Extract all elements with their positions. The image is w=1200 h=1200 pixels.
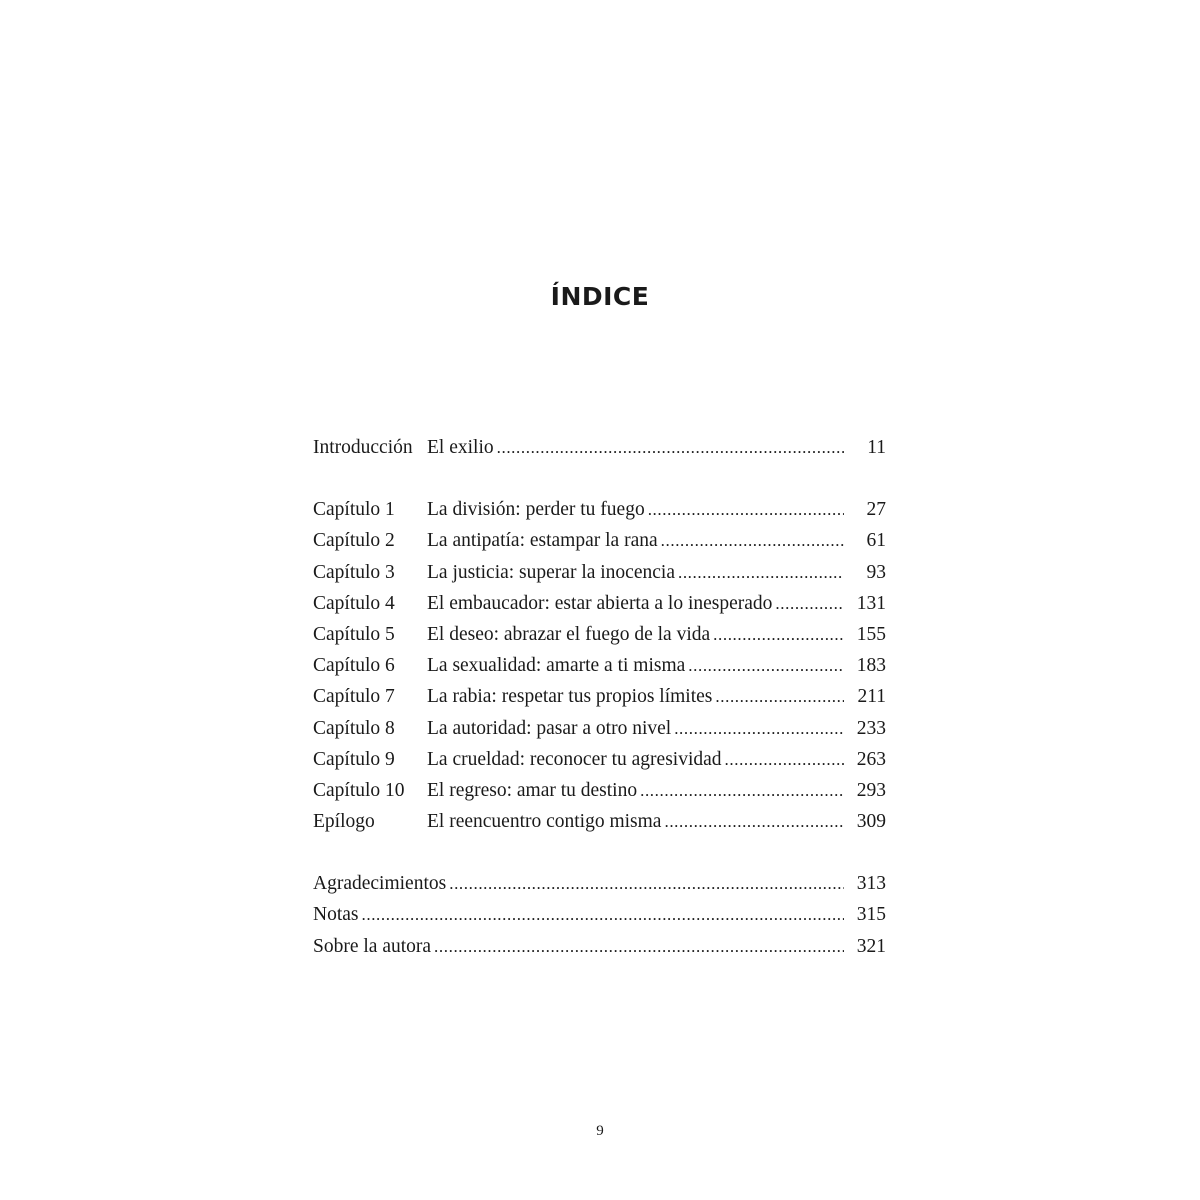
toc-entry-capitulo-1[interactable]: [313, 494, 886, 525]
toc-chapters-group: [313, 494, 886, 837]
toc-entry-label: Capítulo 3: [313, 561, 395, 583]
dot-leader: [678, 557, 844, 588]
toc-entry-page: 293: [856, 779, 886, 801]
toc-entry-label: Capítulo 5: [313, 623, 395, 645]
toc-entry-capitulo-2[interactable]: [313, 525, 886, 556]
toc-entry-page: 321: [856, 935, 886, 957]
dot-leader: [648, 494, 844, 525]
toc-entry-agradecimientos[interactable]: [313, 868, 886, 899]
toc-entry-capitulo-8[interactable]: [313, 713, 886, 744]
toc-entry-page: 155: [856, 623, 886, 645]
toc-entry-epilogo[interactable]: [313, 806, 886, 837]
dot-leader: [362, 899, 845, 930]
toc-entry-page: 313: [856, 873, 886, 895]
toc-entry-capitulo-7[interactable]: [313, 681, 886, 712]
dot-leader: [713, 619, 844, 650]
toc-entry-label: Capítulo 2: [313, 530, 395, 552]
toc-entry-page: 263: [856, 748, 886, 770]
toc-entry-page: 183: [856, 655, 886, 677]
toc-entry-capitulo-4[interactable]: [313, 588, 886, 619]
toc-entry-title: La crueldad: reconocer tu agresividad: [427, 748, 722, 770]
toc-back-matter-group: [313, 868, 886, 962]
dot-leader: [661, 525, 844, 556]
toc-entry-notas[interactable]: [313, 899, 886, 930]
table-of-contents: [313, 432, 886, 962]
dot-leader: [664, 806, 844, 837]
toc-entry-capitulo-3[interactable]: [313, 557, 886, 588]
toc-entry-label: Capítulo 7: [313, 686, 395, 708]
toc-entry-title: La antipatía: estampar la rana: [427, 530, 658, 552]
toc-entry-title: El embaucador: estar abierta a lo inesperado: [427, 592, 773, 614]
toc-entry-label: Capítulo 9: [313, 748, 395, 770]
toc-entry-page: 233: [856, 717, 886, 739]
page-title: ÍNDICE: [550, 282, 650, 311]
toc-entry-page: 27: [866, 499, 886, 521]
dot-leader: [775, 588, 844, 619]
toc-entry-capitulo-6[interactable]: [313, 650, 886, 681]
dot-leader: [497, 432, 844, 463]
toc-entry-title: El exilio: [427, 437, 494, 458]
toc-entry-page: 61: [866, 530, 886, 552]
toc-entry-page: 131: [856, 592, 886, 614]
toc-entry-title: Agradecimientos: [313, 873, 447, 895]
toc-entry-capitulo-5[interactable]: [313, 619, 886, 650]
toc-entry-title: La rabia: respetar tus propios límites: [427, 686, 713, 708]
toc-entry-title: El regreso: amar tu destino: [427, 779, 638, 801]
toc-entry-title: Notas: [313, 904, 359, 926]
toc-entry-title: La sexualidad: amarte a ti misma: [427, 655, 686, 677]
toc-entry-introduccion[interactable]: [313, 432, 886, 463]
toc-entry-label: Capítulo 1: [313, 499, 395, 521]
toc-entry-label: Epílogo: [313, 811, 375, 833]
toc-entry-sobre-la-autora[interactable]: [313, 931, 886, 962]
dot-leader: [725, 744, 844, 775]
toc-entry-title: La justicia: superar la inocencia: [427, 561, 675, 583]
toc-entry-label: Capítulo 8: [313, 717, 395, 739]
toc-entry-page: 315: [856, 904, 886, 926]
toc-entry-capitulo-10[interactable]: [313, 775, 886, 806]
toc-entry-label: Introducción: [313, 437, 413, 458]
dot-leader: [640, 775, 844, 806]
toc-entry-title: La autoridad: pasar a otro nivel: [427, 717, 672, 739]
toc-entry-capitulo-9[interactable]: [313, 744, 886, 775]
toc-entry-title: El reencuentro contigo misma: [427, 811, 662, 833]
toc-intro-group: [313, 432, 886, 463]
dot-leader: [715, 681, 844, 712]
toc-entry-label: Capítulo 10: [313, 779, 405, 801]
toc-entry-page: 93: [866, 561, 886, 583]
page-number: 9: [596, 1123, 604, 1139]
toc-entry-title: La división: perder tu fuego: [427, 499, 645, 521]
toc-entry-page: 11: [867, 437, 886, 458]
dot-leader: [449, 868, 844, 899]
dot-leader: [434, 931, 844, 962]
toc-entry-title: El deseo: abrazar el fuego de la vida: [427, 623, 711, 645]
toc-entry-title: Sobre la autora: [313, 935, 432, 957]
dot-leader: [674, 713, 844, 744]
toc-entry-label: Capítulo 6: [313, 655, 395, 677]
toc-entry-page: 211: [857, 686, 886, 708]
dot-leader: [688, 650, 844, 681]
toc-entry-label: Capítulo 4: [313, 592, 395, 614]
toc-entry-page: 309: [856, 811, 886, 833]
